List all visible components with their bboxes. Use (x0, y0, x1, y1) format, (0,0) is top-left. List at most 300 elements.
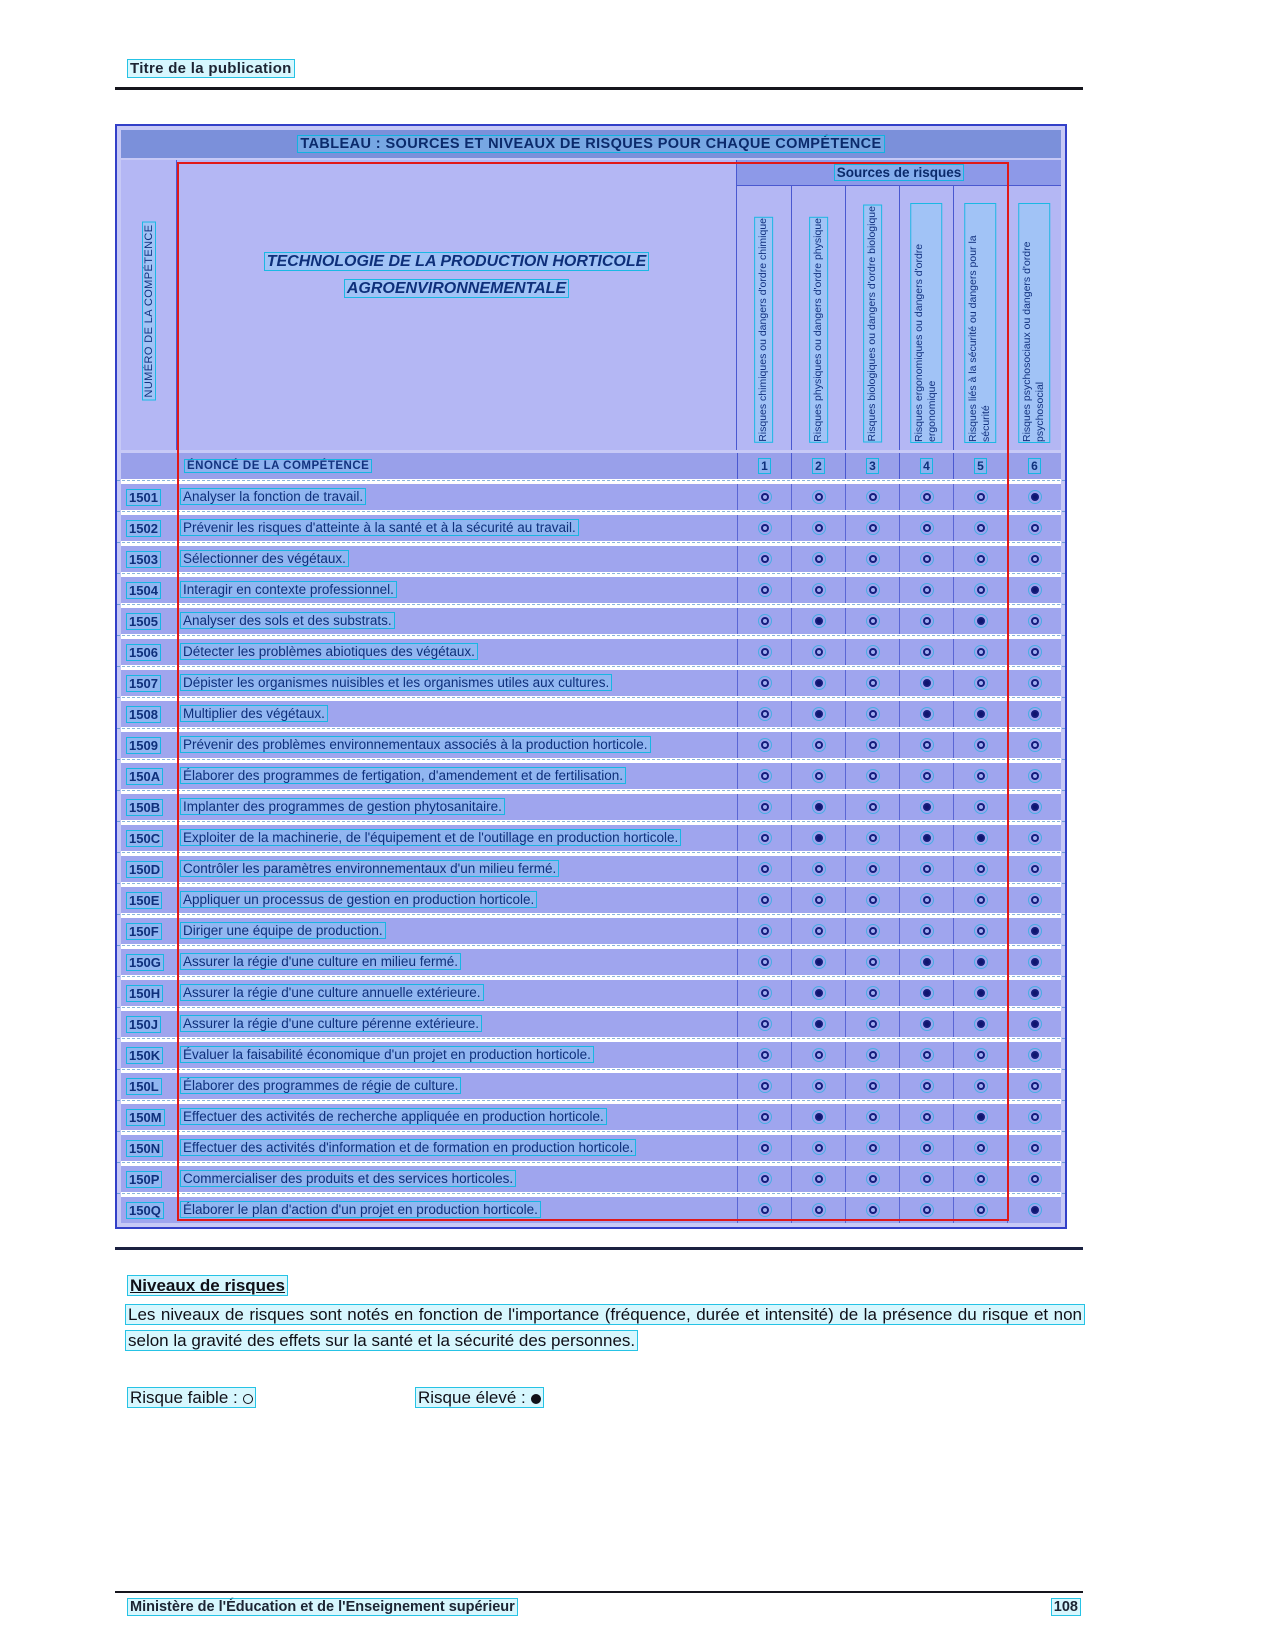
low-risk-dot (977, 1175, 985, 1183)
low-risk-dot (977, 865, 985, 873)
competency-code: 1509 (129, 737, 158, 753)
low-risk-dot (1031, 617, 1039, 625)
low-risk-dot (869, 803, 877, 811)
footer-page-number (1052, 1599, 1080, 1615)
risk-level-cell (791, 701, 845, 727)
enonce-row-spacer (121, 453, 177, 479)
low-risk-dot (923, 1175, 931, 1183)
low-risk-dot (1031, 1082, 1039, 1090)
footer-ministry-text: Ministère de l'Éducation et de l'Enseignement supérieur (130, 1599, 515, 1615)
risk-level-cell (1007, 608, 1061, 634)
competency-code: 150A (129, 768, 161, 784)
risk-level-cell (791, 1197, 845, 1223)
low-risk-dot (923, 555, 931, 563)
risk-level-cell (1007, 825, 1061, 851)
risk-level-cell (899, 1011, 953, 1037)
high-risk-circle-icon (531, 1394, 541, 1404)
low-risk-dot (761, 679, 769, 687)
low-risk-dot (977, 741, 985, 749)
risk-level-cell (737, 608, 791, 634)
low-risk-dot (761, 648, 769, 656)
competency-code: 1502 (129, 520, 158, 536)
competency-code: 150P (129, 1171, 160, 1187)
low-risk-dot (923, 865, 931, 873)
high-risk-dot (977, 710, 985, 718)
low-risk-dot (1031, 1175, 1039, 1183)
risk-level-cell (899, 608, 953, 634)
risk-level-cell (953, 732, 1007, 758)
risk-column-label: Risques liés à la sécurité ou dangers pour la sécurité (965, 204, 995, 442)
risk-columns-header (737, 160, 1061, 450)
high-risk-dot (1031, 586, 1039, 594)
risk-level-cell (1007, 1166, 1061, 1192)
risk-level-cell (1007, 887, 1061, 913)
risk-column-number (845, 453, 899, 479)
risk-level-cell (737, 546, 791, 572)
table-row (121, 887, 1061, 913)
risk-level-cell (953, 980, 1007, 1006)
risk-level-cell (845, 732, 899, 758)
low-risk-dot (869, 958, 877, 966)
low-risk-dot (761, 927, 769, 935)
competency-code: 1503 (129, 551, 158, 567)
risk-level-cell (1007, 1042, 1061, 1068)
table-row (121, 1166, 1061, 1192)
competency-code: 1507 (129, 675, 158, 691)
risk-level-cell (845, 546, 899, 572)
risk-level-cell (953, 918, 1007, 944)
competency-code: 1506 (129, 644, 158, 660)
risk-level-cell (791, 732, 845, 758)
risk-column-number (791, 453, 845, 479)
low-risk-dot (977, 803, 985, 811)
risk-level-cell (737, 794, 791, 820)
low-risk-dot (761, 524, 769, 532)
risk-level-cell (899, 546, 953, 572)
risk-level-cell (791, 794, 845, 820)
risk-level-cell (1007, 1135, 1061, 1161)
competency-code: 150L (129, 1078, 159, 1094)
risk-column-header (845, 186, 899, 450)
risk-level-cell (899, 918, 953, 944)
low-risk-dot (815, 586, 823, 594)
risk-level-cell (791, 980, 845, 1006)
low-risk-dot (923, 927, 931, 935)
risk-level-cell (845, 608, 899, 634)
high-risk-dot (815, 834, 823, 842)
risk-level-cell (953, 794, 1007, 820)
program-title-line2: AGROENVIRONNEMENTALE (346, 280, 567, 297)
risk-column-header (899, 186, 953, 450)
table-row (121, 515, 1061, 541)
risk-level-cell (953, 1042, 1007, 1068)
low-risk-dot (923, 493, 931, 501)
risk-level-cell (953, 1073, 1007, 1099)
high-risk-dot (1031, 989, 1039, 997)
low-risk-dot (1031, 555, 1039, 563)
low-risk-dot (923, 1113, 931, 1121)
risk-level-cell (1007, 639, 1061, 665)
risk-column-number-text: 2 (815, 459, 822, 473)
legend-low-risk (128, 1388, 255, 1407)
legend-high-label: Risque élevé : (418, 1388, 526, 1407)
publication-title (128, 60, 294, 77)
low-risk-dot (977, 524, 985, 532)
risk-column-label: Risques chimiques ou dangers d'ordre chimique (755, 218, 772, 442)
risk-level-cell (899, 1166, 953, 1192)
low-risk-dot (761, 1051, 769, 1059)
low-risk-dot (1031, 772, 1039, 780)
risk-level-cell (791, 670, 845, 696)
low-risk-dot (761, 617, 769, 625)
low-risk-dot (1031, 741, 1039, 749)
risk-level-cell (737, 515, 791, 541)
table-row (121, 608, 1061, 634)
risk-level-cell (953, 856, 1007, 882)
low-risk-dot (815, 1082, 823, 1090)
legend-low-label: Risque faible : (130, 1388, 238, 1407)
low-risk-dot (869, 648, 877, 656)
table-header (121, 160, 1061, 450)
risk-level-cell (899, 1104, 953, 1130)
low-risk-dot (761, 896, 769, 904)
risk-level-cell (899, 670, 953, 696)
low-risk-dot (815, 648, 823, 656)
low-risk-dot (761, 741, 769, 749)
high-risk-dot (1031, 803, 1039, 811)
table-row (121, 1135, 1061, 1161)
high-risk-dot (923, 803, 931, 811)
risk-column-labels (737, 186, 1061, 450)
risk-level-cell (791, 1073, 845, 1099)
low-risk-dot (761, 586, 769, 594)
competency-label: Analyser des sols et des substrats. (183, 612, 392, 628)
competency-code: 150Q (129, 1202, 161, 1218)
low-risk-dot (923, 741, 931, 749)
low-risk-dot (1031, 834, 1039, 842)
table-row (121, 577, 1061, 603)
table-row (121, 1073, 1061, 1099)
risk-column-header (1007, 186, 1061, 450)
risk-level-cell (845, 1011, 899, 1037)
risk-level-cell (791, 887, 845, 913)
competency-code: 150G (129, 954, 161, 970)
high-risk-dot (1031, 493, 1039, 501)
risk-level-cell (953, 1135, 1007, 1161)
high-risk-dot (977, 1020, 985, 1028)
low-risk-dot (869, 555, 877, 563)
risk-level-cell (791, 515, 845, 541)
risk-level-cell (1007, 546, 1061, 572)
risk-level-cell (791, 1135, 845, 1161)
low-risk-dot (869, 772, 877, 780)
competency-code: 150M (129, 1109, 162, 1125)
risk-level-cell (899, 980, 953, 1006)
low-risk-dot (869, 710, 877, 718)
low-risk-dot (869, 493, 877, 501)
low-risk-dot (923, 648, 931, 656)
risk-level-cell (1007, 1011, 1061, 1037)
risk-column-number (953, 453, 1007, 479)
competency-code: 150H (129, 985, 161, 1001)
table-row (121, 484, 1061, 510)
competency-label: Implanter des programmes de gestion phytosanitaire. (183, 798, 502, 814)
risk-level-cell (899, 1042, 953, 1068)
risk-level-cell (953, 1104, 1007, 1130)
competency-label: Assurer la régie d'une culture en milieu fermé. (183, 953, 458, 969)
competency-code: 150N (129, 1140, 161, 1156)
table-row (121, 1197, 1061, 1223)
risk-table (115, 124, 1067, 1229)
risk-level-cell (737, 1166, 791, 1192)
risk-level-cell (1007, 763, 1061, 789)
risk-level-cell (845, 639, 899, 665)
low-risk-dot (977, 1206, 985, 1214)
risk-level-cell (1007, 794, 1061, 820)
table-row (121, 856, 1061, 882)
low-risk-dot (869, 896, 877, 904)
risk-legend (128, 1388, 526, 1408)
competency-label: Sélectionner des végétaux. (183, 550, 346, 566)
risk-level-cell (737, 484, 791, 510)
risk-level-cell (737, 732, 791, 758)
low-risk-dot (869, 524, 877, 532)
low-risk-dot (761, 555, 769, 563)
low-risk-dot (815, 865, 823, 873)
competency-label: Effectuer des activités de recherche appliquée en production horticole. (183, 1108, 604, 1124)
risk-level-cell (953, 887, 1007, 913)
risk-level-cell (953, 1011, 1007, 1037)
risk-level-cell (899, 577, 953, 603)
low-risk-dot (761, 803, 769, 811)
high-risk-dot (923, 989, 931, 997)
high-risk-dot (977, 1113, 985, 1121)
risk-column-header (791, 186, 845, 450)
risk-column-label: Risques physiques ou dangers d'ordre physique (810, 218, 827, 442)
risk-level-cell (899, 484, 953, 510)
competency-number-column-label: NUMÉRO DE LA COMPÉTENCE (142, 224, 155, 398)
risk-level-cell (791, 484, 845, 510)
table-title-text: TABLEAU : SOURCES ET NIVEAUX DE RISQUES POUR CHAQUE COMPÉTENCE (300, 136, 882, 152)
risk-level-cell (791, 763, 845, 789)
competency-code: 150D (129, 861, 161, 877)
competency-label: Dépister les organismes nuisibles et les organismes utiles aux cultures. (183, 674, 610, 690)
risk-level-cell (791, 1166, 845, 1192)
low-risk-dot (977, 772, 985, 780)
low-risk-dot (815, 524, 823, 532)
risk-level-cell (1007, 515, 1061, 541)
risk-level-cell (1007, 1073, 1061, 1099)
risk-level-cell (1007, 1197, 1061, 1223)
low-risk-dot (815, 896, 823, 904)
low-risk-dot (815, 927, 823, 935)
risk-column-number-text: 1 (761, 459, 768, 473)
table-row (121, 980, 1061, 1006)
low-risk-dot (923, 617, 931, 625)
risk-level-cell (845, 515, 899, 541)
low-risk-dot (869, 1082, 877, 1090)
risk-level-cell (845, 1166, 899, 1192)
risk-level-cell (1007, 980, 1061, 1006)
risk-level-cell (737, 825, 791, 851)
risk-level-cell (899, 763, 953, 789)
risk-level-cell (845, 980, 899, 1006)
sources-header-text: Sources de risques (836, 165, 962, 180)
high-risk-dot (1031, 1051, 1039, 1059)
risk-level-cell (1007, 577, 1061, 603)
low-risk-dot (977, 648, 985, 656)
risk-level-cell (845, 856, 899, 882)
risk-level-cell (791, 1011, 845, 1037)
low-risk-dot (977, 896, 985, 904)
risk-column-number (899, 453, 953, 479)
enonce-row (121, 453, 1061, 479)
high-risk-dot (923, 958, 931, 966)
risk-column-number-text: 3 (869, 459, 876, 473)
legend-high-risk (416, 1388, 543, 1408)
low-risk-dot (923, 1144, 931, 1152)
high-risk-dot (923, 1020, 931, 1028)
low-risk-dot (815, 493, 823, 501)
footer-text (128, 1599, 517, 1615)
low-risk-dot (869, 1206, 877, 1214)
low-risk-dot (869, 741, 877, 749)
low-risk-dot (869, 617, 877, 625)
risk-column-number-text: 5 (977, 459, 984, 473)
low-risk-dot (1031, 679, 1039, 687)
low-risk-dot (977, 927, 985, 935)
program-title-line1: TECHNOLOGIE DE LA PRODUCTION HORTICOLE (266, 252, 647, 270)
risk-level-cell (899, 1073, 953, 1099)
risk-level-cell (899, 639, 953, 665)
risk-level-cell (737, 856, 791, 882)
risk-level-cell (737, 980, 791, 1006)
low-risk-dot (761, 1144, 769, 1152)
risk-level-cell (1007, 484, 1061, 510)
low-risk-dot (977, 1082, 985, 1090)
high-risk-dot (1031, 1020, 1039, 1028)
low-risk-dot (923, 896, 931, 904)
low-risk-dot (815, 1144, 823, 1152)
program-title (265, 248, 649, 302)
high-risk-dot (977, 958, 985, 966)
risk-level-cell (953, 577, 1007, 603)
high-risk-dot (815, 617, 823, 625)
risk-level-cell (845, 949, 899, 975)
risk-level-cell (791, 639, 845, 665)
risk-level-cell (953, 515, 1007, 541)
table-row (121, 794, 1061, 820)
risk-level-cell (1007, 949, 1061, 975)
table-row (121, 825, 1061, 851)
risk-level-cell (845, 918, 899, 944)
low-risk-dot (869, 865, 877, 873)
risk-level-cell (737, 949, 791, 975)
low-risk-dot (869, 1175, 877, 1183)
competency-code: 150C (129, 830, 161, 846)
competency-code: 150K (129, 1047, 161, 1063)
competency-code: 1508 (129, 706, 158, 722)
low-risk-dot (869, 679, 877, 687)
risk-level-cell (845, 825, 899, 851)
competency-code: 1505 (129, 613, 158, 629)
program-title-cell (177, 160, 737, 450)
high-risk-dot (977, 989, 985, 997)
risk-level-cell (737, 639, 791, 665)
low-risk-dot (761, 772, 769, 780)
risk-level-cell (953, 484, 1007, 510)
high-risk-dot (815, 710, 823, 718)
table-row (121, 701, 1061, 727)
competency-code: 150E (129, 892, 160, 908)
risk-level-cell (953, 1166, 1007, 1192)
competency-label: Élaborer le plan d'action d'un projet en production horticole. (183, 1201, 538, 1217)
risk-level-cell (899, 1197, 953, 1223)
competency-label: Exploiter de la machinerie, de l'équipement et de l'outillage en production horticole. (183, 829, 679, 845)
competency-code: 150J (129, 1016, 158, 1032)
risk-level-cell (899, 856, 953, 882)
risk-level-cell (737, 1042, 791, 1068)
table-row (121, 732, 1061, 758)
risk-level-cell (953, 949, 1007, 975)
low-risk-dot (815, 1175, 823, 1183)
risk-level-cell (845, 1135, 899, 1161)
risk-level-cell (899, 887, 953, 913)
header-rule (115, 87, 1083, 90)
risk-column-number-text: 6 (1031, 459, 1038, 473)
risk-level-cell (737, 1197, 791, 1223)
competency-label: Effectuer des activités d'information et de formation en production horticole. (183, 1139, 634, 1155)
high-risk-dot (923, 710, 931, 718)
risk-level-cell (899, 825, 953, 851)
table-row (121, 1042, 1061, 1068)
risk-level-cell (845, 670, 899, 696)
low-risk-dot (869, 834, 877, 842)
low-risk-dot (761, 865, 769, 873)
footer-rule (115, 1591, 1083, 1593)
low-risk-dot (761, 493, 769, 501)
risk-level-cell (899, 949, 953, 975)
low-risk-dot (869, 989, 877, 997)
low-risk-dot (815, 741, 823, 749)
risk-level-cell (953, 825, 1007, 851)
low-risk-dot (923, 1206, 931, 1214)
table-row (121, 763, 1061, 789)
risk-level-cell (953, 1197, 1007, 1223)
low-risk-dot (869, 1020, 877, 1028)
low-risk-dot (977, 1051, 985, 1059)
risk-level-cell (791, 546, 845, 572)
risk-level-cell (791, 825, 845, 851)
low-risk-dot (923, 1082, 931, 1090)
risk-level-cell (899, 732, 953, 758)
risk-column-number (1007, 453, 1061, 479)
low-risk-dot (1031, 524, 1039, 532)
table-row (121, 949, 1061, 975)
table-body (121, 479, 1061, 1223)
enonce-label (177, 460, 737, 472)
high-risk-dot (1031, 958, 1039, 966)
table-row (121, 670, 1061, 696)
low-risk-dot (869, 1144, 877, 1152)
risk-level-cell (845, 887, 899, 913)
risk-column-header (737, 186, 791, 450)
competency-label: Contrôler les paramètres environnementaux d'un milieu fermé. (183, 860, 557, 876)
low-risk-dot (1031, 1113, 1039, 1121)
low-risk-dot (977, 1144, 985, 1152)
table-row (121, 639, 1061, 665)
risk-column-label: Risques ergonomiques ou dangers d'ordre ergonomique (911, 204, 941, 442)
